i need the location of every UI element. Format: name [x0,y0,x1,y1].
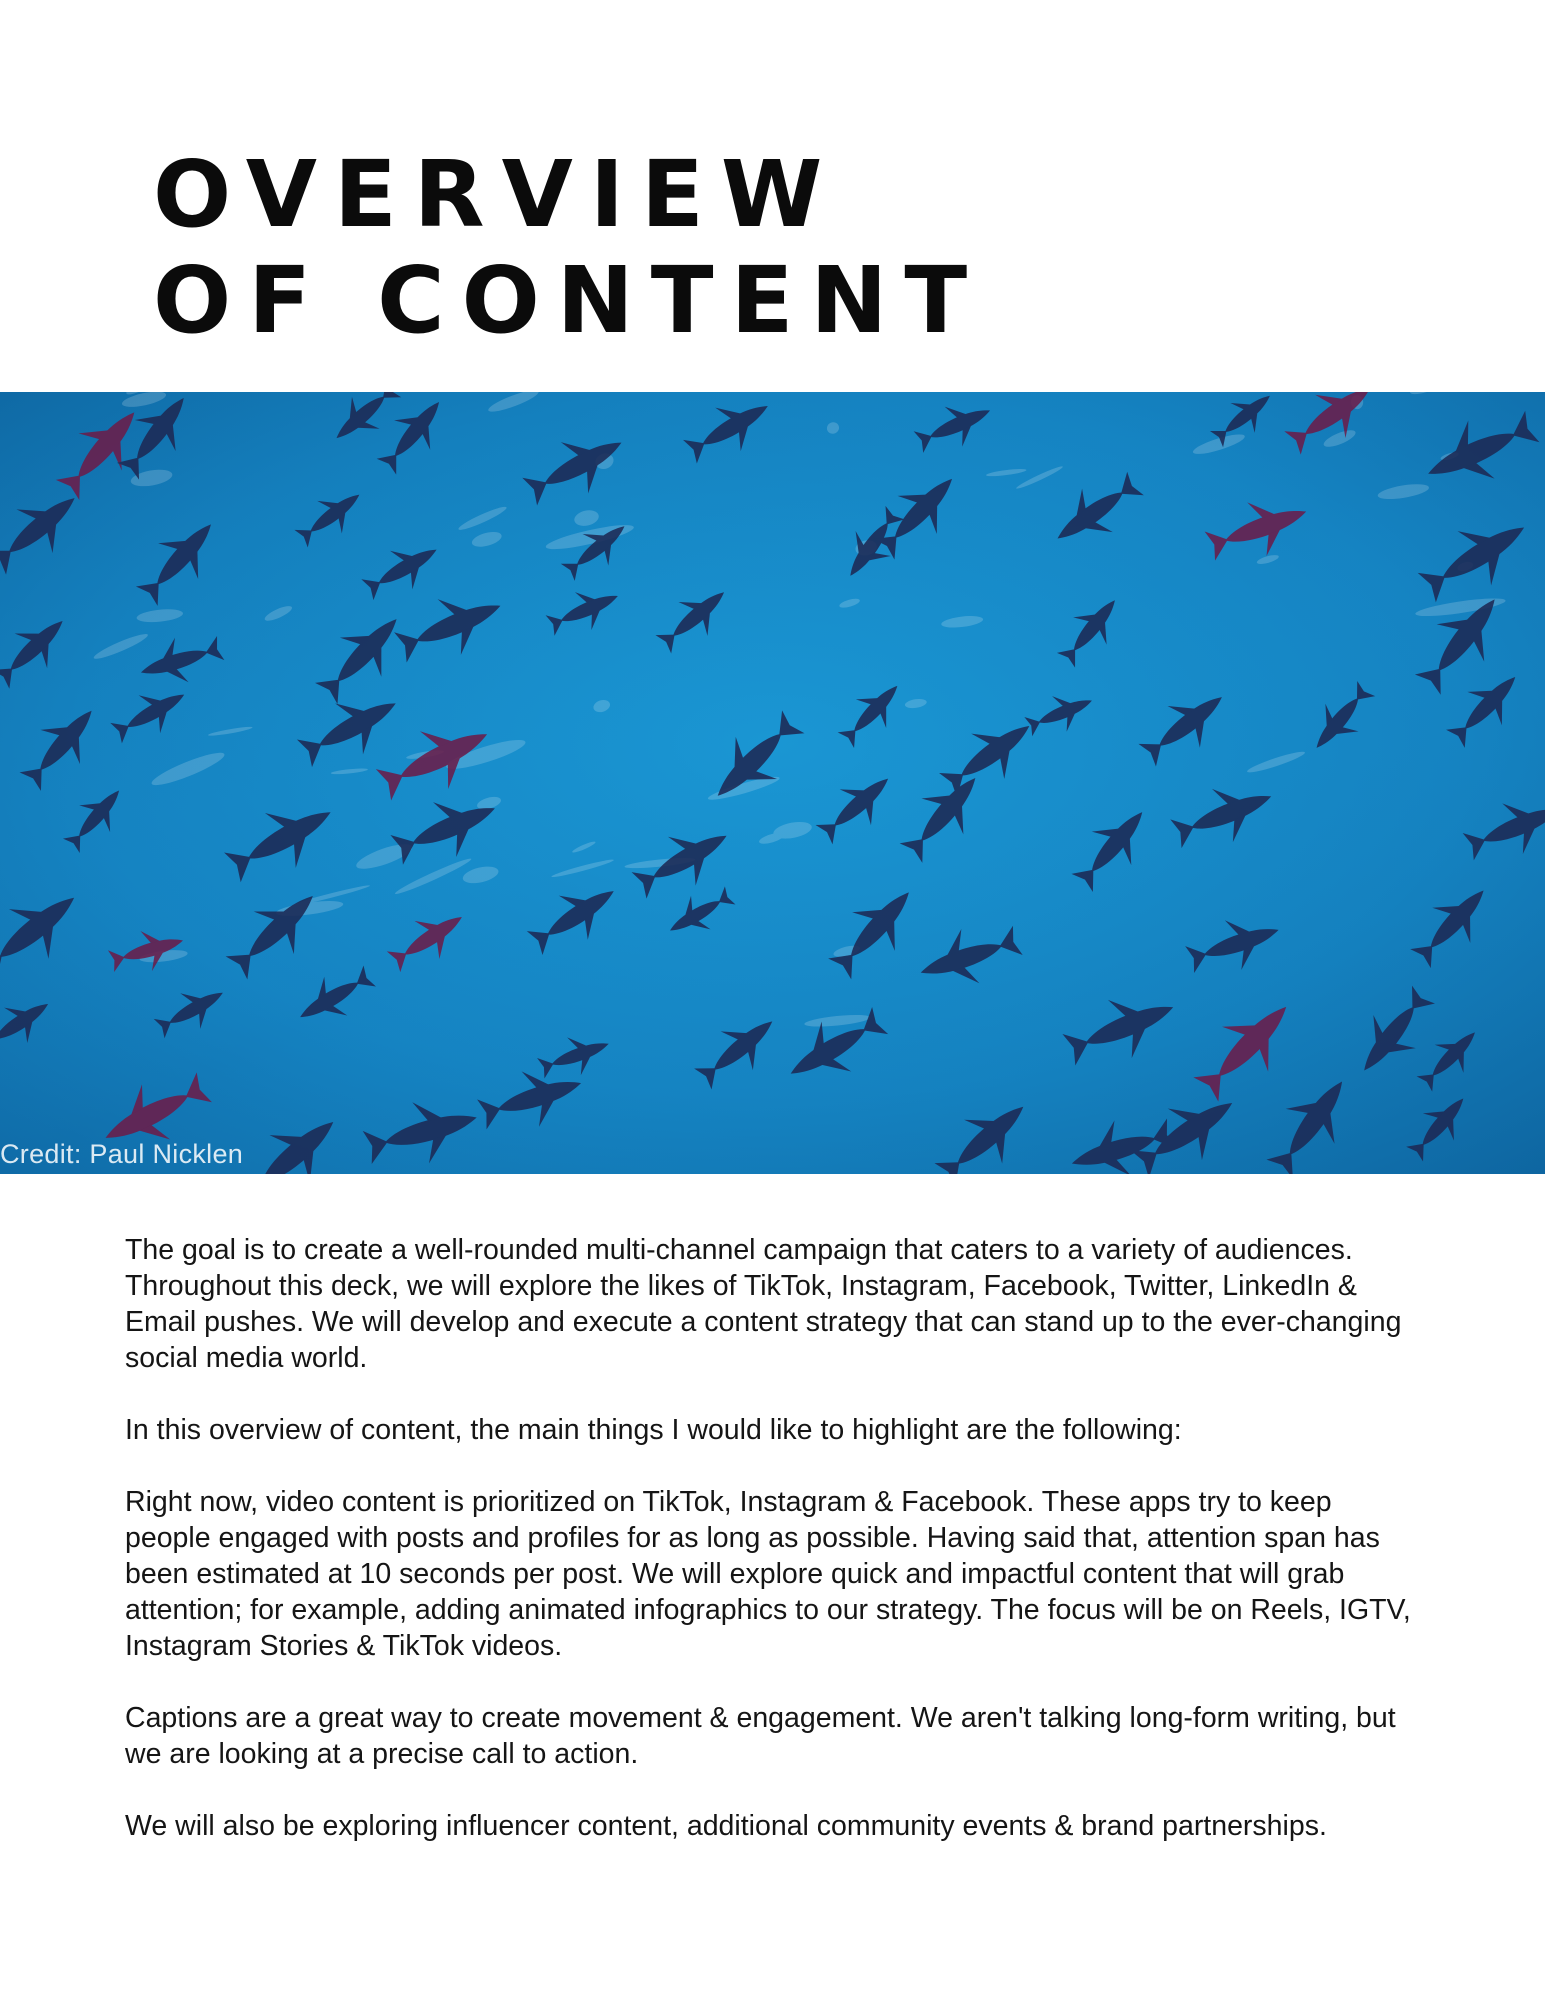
paragraph-highlights-intro: In this overview of content, the main things I would like to highlight are the following: [125,1414,1182,1446]
paragraph-goal: The goal is to create a well-rounded multi-channel campaign that caters to a variety of audiences. Throughout this deck, we will explore the likes of TikTok, Instagram, Facebook, Twitter, LinkedIn & Email pushes. We will develop and execute a content strategy that can stand up to the ever-changing social media world. [125,1234,1402,1374]
page-title [153,142,984,354]
hero-image [0,392,1545,1174]
paragraph-captions: Captions are a great way to create movement & engagement. We aren't talking long-form writing, but we are looking at a precise call to action. [125,1702,1396,1770]
page-title-line-2: OF CONTENT [153,247,985,354]
photo-credit: Credit: Paul Nicklen [0,1139,244,1169]
page-title-line-1: OVERVIEW [153,141,840,248]
paragraph-influencers: We will also be exploring influencer content, additional community events & brand partnerships. [125,1810,1327,1842]
sharks-photo-illustration [0,392,1545,1174]
body-text [125,1232,1425,1880]
paragraph-video-content: Right now, video content is prioritized on TikTok, Instagram & Facebook. These apps try to keep people engaged with posts and profiles for as long as possible. Having said that, attention span has been estimated at 10 seconds per post. We will explore quick and impactful content that will grab attention; for example, adding animated infographics to our strategy. The focus will be on Reels, IGTV, Instagram Stories & TikTok videos. [125,1486,1411,1662]
